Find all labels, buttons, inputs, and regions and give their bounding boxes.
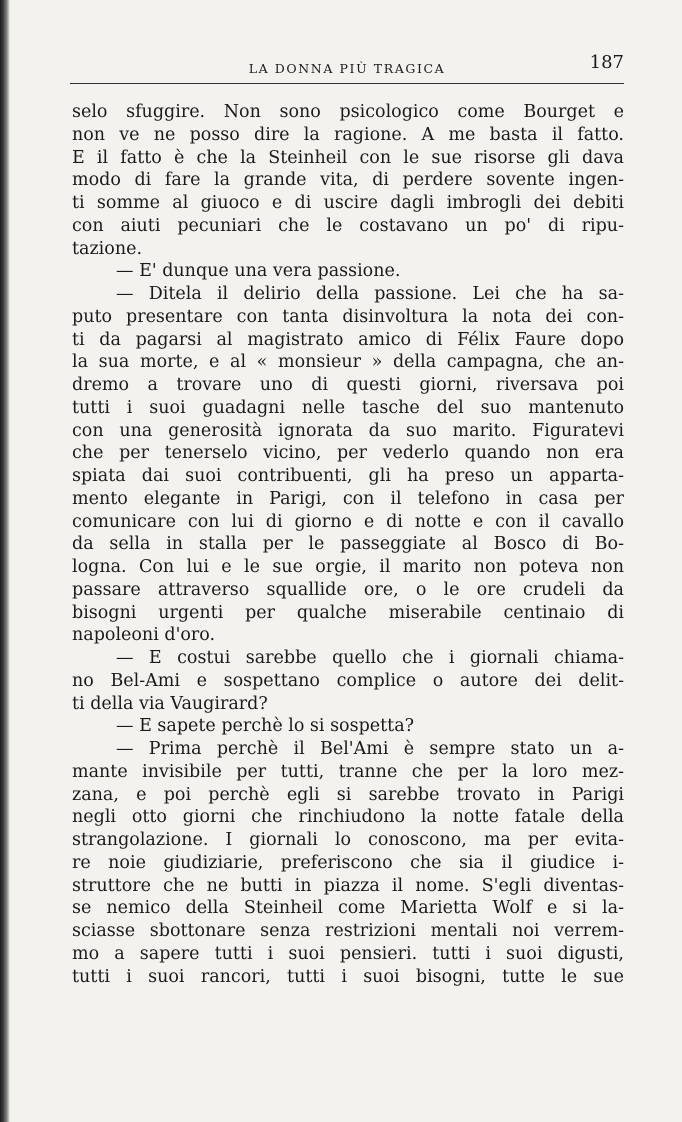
dialogue-line: — E sapete perchè lo si sospetta? — [116, 716, 415, 737]
dialogue-line: — Prima perchè il Bel'Ami è sempre stato un a- — [116, 739, 624, 759]
dialogue-line: — Ditela il delirio della passione. Lei che ha sa- — [116, 284, 624, 304]
text-line: con una generosità ignorata da suo marito. Figuratevi — [72, 420, 624, 441]
running-title: LA DONNA PIÙ TRAGICA — [248, 61, 446, 76]
text-line: se nemico della Steinheil come Marietta Wolf e si la- — [72, 898, 624, 919]
text-line: ti della via Vaugirard? — [72, 693, 268, 714]
text-line: bisogni urgenti per qualche miserabile centinaio di — [72, 602, 624, 623]
text-line: logna. Con lui e le sue orgie, il marito non poteva non — [72, 557, 624, 577]
text-line: non ve ne posso dire la ragione. A me basta il fatto. — [72, 124, 624, 145]
text-line: zana, e poi perchè egli si sarebbe trovato in Parigi — [72, 784, 624, 805]
dialogue-line: — E' dunque una vera passione. — [116, 261, 401, 282]
text-line: negli otto giorni che rinchiudono la notte fatale della — [72, 807, 624, 828]
text-line: spiata dai suoi contribuenti, gli ha preso un apparta- — [72, 466, 624, 486]
text-line: tazione. — [72, 238, 143, 259]
text-line: che per tenerselo vicino, per vederlo quando non era — [72, 443, 624, 464]
text-line: re noie giudiziarie, preferiscono che sia il giudice i- — [72, 852, 624, 873]
text-line: ti da pagarsi al magistrato amico di Félix Faure dopo — [72, 329, 624, 350]
text-line: la sua morte, e al « monsieur » della campagna, che an- — [72, 352, 624, 373]
text-line: no Bel-Ami e sospettano complice o autore dei delit- — [72, 670, 624, 691]
text-line: ti somme al giuoco e di uscire dagli imbrogli dei debiti — [72, 193, 624, 213]
text-line: sciasse sbottonare senza restrizioni mentali noi verrem- — [72, 921, 624, 941]
text-line: tutti i suoi guadagni nelle tasche del suo mantenuto — [72, 397, 624, 418]
binding-shadow — [0, 0, 10, 1122]
page-body — [72, 101, 624, 988]
text-line: mento elegante in Parigi, con il telefono in casa per — [72, 488, 624, 509]
text-line: napoleoni d'oro. — [72, 625, 216, 646]
text-line: selo sfuggire. Non sono psicologico come Bourget e — [72, 102, 624, 122]
page-header — [70, 50, 624, 84]
text-line: mo a sapere tutti i suoi pensieri. tutti i suoi digusti, — [72, 943, 624, 964]
text-line: modo di fare la grande vita, di perdere sovente ingen- — [72, 170, 624, 191]
text-line: comunicare con lui di giorno e di notte e con il cavallo — [72, 511, 624, 532]
text-line: tutti i suoi rancori, tutti i suoi bisogni, tutte le sue — [72, 966, 624, 987]
text-line: puto presentare con tanta disinvoltura la nota dei con- — [72, 306, 624, 327]
page-number: 187 — [589, 52, 624, 73]
header-rule — [70, 83, 624, 84]
text-line: passare attraverso squallide ore, o le ore crudeli da — [72, 579, 624, 600]
text-line: struttore che ne butti in piazza il nome. S'egli diventas- — [72, 875, 624, 896]
text-line: strangolazione. I giornali lo conoscono, ma per evita- — [72, 830, 624, 850]
dialogue-line: — E costui sarebbe quello che i giornali chiama- — [116, 648, 624, 668]
text-line: E il fatto è che la Steinheil con le sue risorse gli dava — [72, 147, 624, 168]
text-line: da sella in stalla per le passeggiate al Bosco di Bo- — [72, 534, 624, 555]
text-line: mante invisibile per tutti, tranne che per la loro mez- — [72, 761, 624, 782]
text-line: dremo a trovare uno di questi giorni, riversava poi — [72, 375, 624, 395]
text-line: con aiuti pecuniari che le costavano un po' di ripu- — [72, 215, 624, 236]
